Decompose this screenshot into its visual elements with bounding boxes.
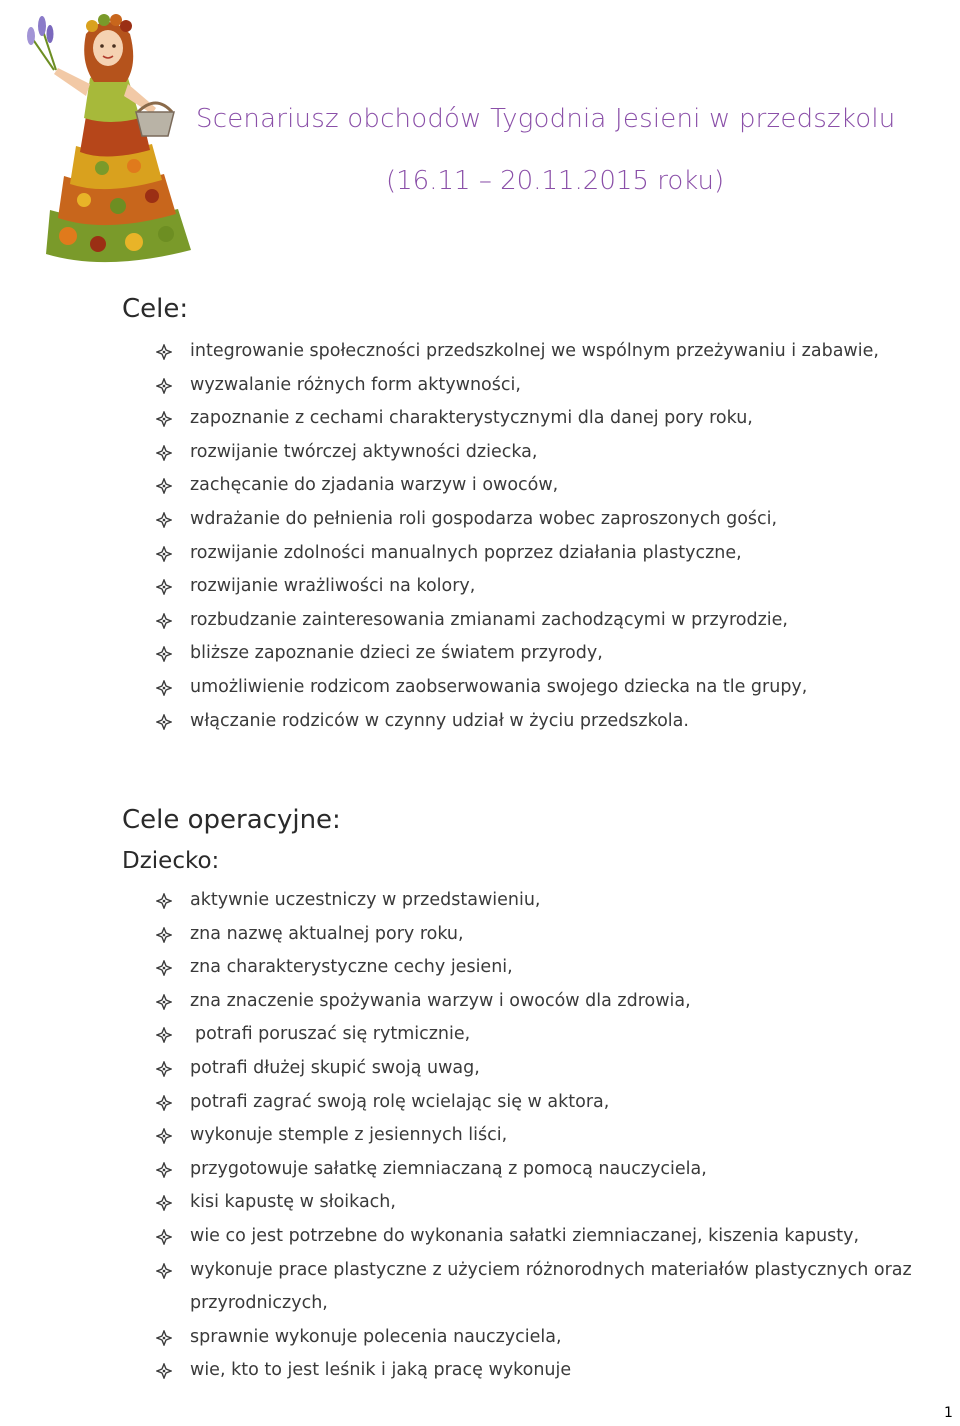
list-item	[156, 1254, 930, 1321]
bullet-icon	[156, 893, 172, 909]
list-item-text: kisi kapustę w słoikach,	[190, 1192, 396, 1213]
list-item-text: wie co jest potrzebne do wykonania sałatki ziemniaczanej, kiszenia kapusty,	[190, 1225, 860, 1246]
bullet-icon	[156, 1095, 172, 1111]
bullet-icon	[156, 714, 172, 730]
list-item	[156, 1018, 930, 1052]
list-item-text: wie, kto to jest leśnik i jaką pracę wykonuje	[190, 1360, 572, 1381]
bullet-icon	[156, 960, 172, 976]
list-item	[156, 604, 879, 638]
list-item-text: zna znaczenie spożywania warzyw i owoców dla zdrowia,	[190, 990, 691, 1011]
bullet-icon	[156, 1162, 172, 1178]
bullet-icon	[156, 411, 172, 427]
list-item-text: rozwijanie zdolności manualnych poprzez działania plastyczne,	[190, 542, 742, 563]
list-item	[156, 1220, 930, 1254]
list-item-text: rozbudzanie zainteresowania zmianami zachodzącymi w przyrodzie,	[190, 609, 788, 630]
list-item	[156, 985, 930, 1019]
list-item	[156, 503, 879, 537]
bullet-icon	[156, 546, 172, 562]
list-item-text: zapoznanie z cechami charakterystycznymi dla danej pory roku,	[190, 408, 753, 429]
bullet-icon	[156, 1263, 172, 1279]
list-item	[156, 335, 879, 369]
bullet-icon	[156, 1027, 172, 1043]
bullet-icon	[156, 1363, 172, 1379]
list-item-text: zna nazwę aktualnej pory roku,	[190, 923, 464, 944]
list-item-text: aktywnie uczestniczy w przedstawieniu,	[190, 890, 541, 910]
document-title: Scenariusz obchodów Tygodnia Jesieni w przedszkolu	[196, 104, 896, 134]
autumn-lady-illustration	[6, 4, 206, 264]
list-item	[156, 1119, 930, 1153]
bullet-icon	[156, 1061, 172, 1077]
bullet-icon	[156, 445, 172, 461]
section-heading-goals: Cele:	[122, 294, 189, 324]
bullet-icon	[156, 378, 172, 394]
list-item	[156, 537, 879, 571]
list-item	[156, 436, 879, 470]
list-item	[156, 1321, 930, 1355]
section-subheading-child: Dziecko:	[122, 848, 220, 874]
list-item-text: integrowanie społeczności przedszkolnej we wspólnym przeżywaniu i zabawie,	[190, 341, 879, 361]
list-item	[156, 1186, 930, 1220]
list-item	[156, 1052, 930, 1086]
list-item-text: zachęcanie do zjadania warzyw i owoców,	[190, 475, 559, 496]
list-item	[156, 637, 879, 671]
list-item-text: potrafi poruszać się rytmicznie,	[195, 1024, 471, 1045]
list-item-text: wyzwalanie różnych form aktywności,	[190, 374, 521, 395]
list-item	[156, 1354, 930, 1388]
list-item-text: rozwijanie twórczej aktywności dziecka,	[190, 441, 538, 462]
list-item-text: potrafi zagrać swoją rolę wcielając się w aktora,	[190, 1091, 610, 1112]
bullet-icon	[156, 1229, 172, 1245]
list-item	[156, 369, 879, 403]
list-item-text: rozwijanie wrażliwości na kolory,	[190, 576, 476, 597]
document-date-range: (16.11 – 20.11.2015 roku)	[386, 166, 725, 196]
list-item	[156, 671, 879, 705]
bullet-icon	[156, 1128, 172, 1144]
list-item-text: zna charakterystyczne cechy jesieni,	[190, 957, 513, 978]
bullet-icon	[156, 680, 172, 696]
bullet-icon	[156, 1195, 172, 1211]
list-item	[156, 1086, 930, 1120]
bullet-icon	[156, 646, 172, 662]
bullet-icon	[156, 927, 172, 943]
list-item-text: wykonuje prace plastyczne z użyciem różnorodnych materiałów plastycznych oraz przyrodniczych,	[190, 1259, 912, 1314]
list-item-text: sprawnie wykonuje polecenia nauczyciela,	[190, 1326, 562, 1347]
section-heading-operational-goals: Cele operacyjne:	[122, 805, 341, 835]
list-item-text: bliższe zapoznanie dzieci ze światem przyrody,	[190, 643, 603, 664]
bullet-icon	[156, 344, 172, 360]
page-number: 1	[944, 1405, 953, 1421]
list-item-text: włączanie rodziców w czynny udział w życiu przedszkola.	[190, 710, 689, 731]
list-item-text: umożliwienie rodzicom zaobserwowania swojego dziecka na tle grupy,	[190, 676, 808, 697]
list-item-text: wdrażanie do pełnienia roli gospodarza wobec zaproszonych gości,	[190, 508, 778, 529]
list-item-text: wykonuje stemple z jesiennych liści,	[190, 1125, 508, 1146]
list-item	[156, 918, 930, 952]
list-item	[156, 951, 930, 985]
list-item	[156, 570, 879, 604]
list-item	[156, 1153, 930, 1187]
operational-goals-list	[156, 884, 930, 1388]
goals-list	[156, 335, 879, 738]
bullet-icon	[156, 512, 172, 528]
list-item	[156, 884, 930, 918]
list-item	[156, 402, 879, 436]
bullet-icon	[156, 1330, 172, 1346]
list-item	[156, 469, 879, 503]
list-item-text: potrafi dłużej skupić swoją uwag,	[190, 1057, 480, 1078]
bullet-icon	[156, 478, 172, 494]
list-item	[156, 705, 879, 739]
bullet-icon	[156, 994, 172, 1010]
bullet-icon	[156, 579, 172, 595]
bullet-icon	[156, 613, 172, 629]
list-item-text: przygotowuje sałatkę ziemniaczaną z pomocą nauczyciela,	[190, 1158, 707, 1179]
